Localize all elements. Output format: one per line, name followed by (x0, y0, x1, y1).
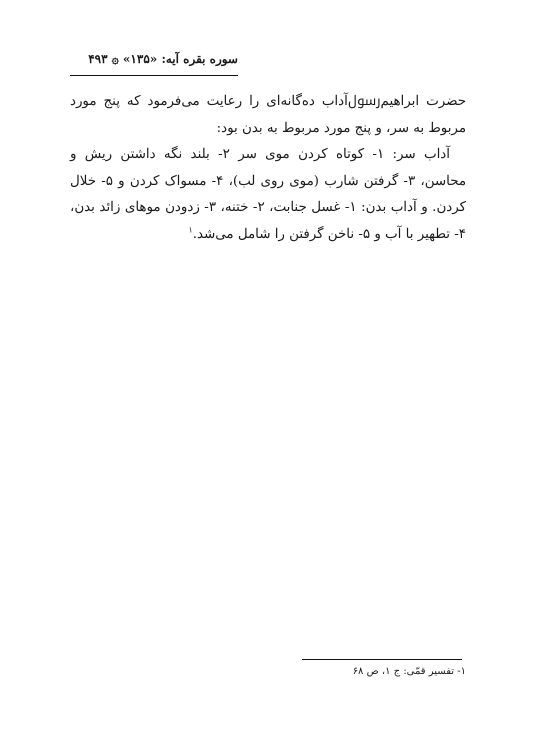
paragraph-1: حضرت ابراهیمﷶآداب ده‌گانه‌ای را رعایت می‌فرمود که پنج مورد مربوط به سر، و پنج مورد مربوط به بدن بود: (70, 94, 466, 136)
footnote (302, 666, 466, 677)
footnote-rule (302, 659, 462, 660)
running-header (70, 52, 238, 66)
footnote-text: ۱- تفسیر قمّی: ج ۱، ص ۶۸ (352, 666, 466, 677)
main-text (70, 89, 466, 248)
header-rule (70, 75, 238, 76)
running-title: سوره بقره آیه: «۱۳۵» ۞ ۴۹۳ (88, 52, 238, 66)
footnote-marker: ۱ (188, 225, 193, 235)
paragraph-2-text: آداب سر: ۱- کوتاه کردن موی سر ۲- بلند نگه داشتن ریش و محاسن، ۳- گرفتن شارب (موی روی لب)، ۴- مسواک کردن و ۵- خلال کردن. و آداب بدن: ۱- غسل جنابت، ۲- ختنه، ۳- زدودن موهای زائد بدن، ۴- تطهیر با آب و ۵- ناخن گرفتن را شامل می‌شد. (70, 147, 467, 242)
paragraph-2 (70, 142, 466, 248)
